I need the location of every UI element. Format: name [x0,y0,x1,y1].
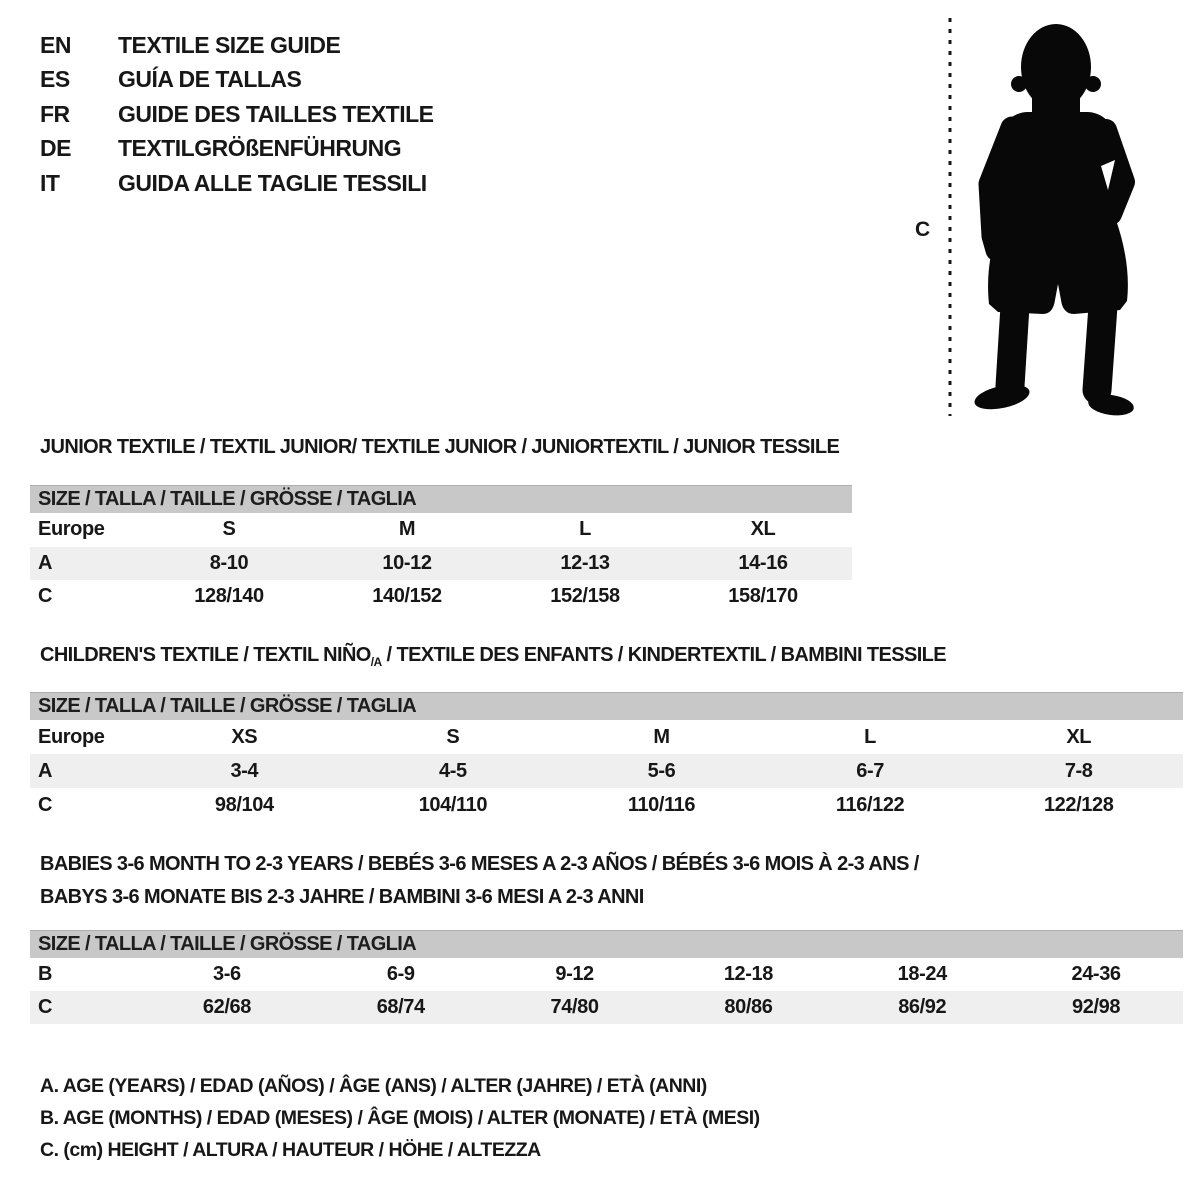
row-label: C [38,996,53,1018]
children-title-part2: / TEXTILE DES ENFANTS / KINDERTEXTIL / BAMBINI TESSILE [381,644,947,666]
babies-row-months [30,958,1183,991]
value-cell: 68/74 [376,996,425,1018]
lang-label-en: TEXTILE SIZE GUIDE [118,31,341,58]
row-label: B [38,963,53,985]
value-cell: XS [231,725,258,748]
children-section-title [40,644,946,669]
lang-code-en: EN [40,31,71,58]
value-cell: 98/104 [214,793,274,816]
value-cell: 10-12 [382,551,432,574]
value-cell: 6-9 [386,963,415,985]
value-cell: 152/158 [550,585,620,608]
junior-row-europe [30,513,852,547]
row-label: Europe [38,518,105,541]
toddler-silhouette [940,14,1145,422]
junior-section-title: JUNIOR TEXTILE / TEXTIL JUNIOR/ TEXTILE JUNIOR / JUNIORTEXTIL / JUNIOR TESSILE [40,436,840,458]
children-row-height [30,788,1183,822]
lang-code-es: ES [40,66,70,93]
value-cell: 14-16 [738,551,788,574]
children-size-table [30,692,1183,822]
junior-row-age [30,547,852,581]
children-size-header-bar: SIZE / TALLA / TAILLE / GRÖSSE / TAGLIA [30,692,1183,720]
lang-label-de: TEXTILGRÖßENFÜHRUNG [118,135,402,162]
lang-code-it: IT [40,169,60,196]
value-cell: S [446,725,460,748]
value-cell: 7-8 [1064,759,1093,782]
lang-code-de: DE [40,135,71,162]
value-cell: 24-36 [1071,963,1121,985]
height-measure-label: C [915,218,931,241]
babies-title-line2: BABYS 3-6 MONATE BIS 2-3 JAHRE / BAMBINI 3-6 MESI A 2-3 ANNI [40,886,644,908]
value-cell: XL [1066,725,1092,748]
babies-size-table [30,930,1183,1024]
legend-line-c: C. (cm) HEIGHT / ALTURA / HAUTEUR / HÖHE / ALTEZZA [40,1139,541,1161]
lang-label-fr: GUIDE DES TAILLES TEXTILE [118,100,434,127]
lang-row-it [40,166,434,201]
lang-code-fr: FR [40,100,70,127]
children-row-age [30,754,1183,788]
value-cell: 140/152 [372,585,442,608]
row-label: Europe [38,725,105,748]
value-cell: 9-12 [555,963,594,985]
value-cell: 12-18 [723,963,773,985]
lang-label-es: GUÍA DE TALLAS [118,66,302,93]
value-cell: M [398,518,416,541]
value-cell: 116/122 [835,793,905,816]
children-title-part1: CHILDREN'S TEXTILE / TEXTIL NIÑO [40,644,371,666]
babies-row-height [30,991,1183,1024]
value-cell: 62/68 [202,996,251,1018]
junior-row-height [30,580,852,614]
value-cell: 74/80 [550,996,599,1018]
junior-size-header-bar: SIZE / TALLA / TAILLE / GRÖSSE / TAGLIA [30,485,852,513]
value-cell: 80/86 [724,996,773,1018]
lang-row-es [40,63,434,98]
value-cell: 122/128 [1043,793,1114,816]
value-cell: 110/116 [627,793,696,816]
children-title-sub: /A [370,655,382,669]
row-label: A [38,759,53,782]
value-cell: 86/92 [898,996,947,1018]
lang-row-de [40,132,434,167]
value-cell: 8-10 [209,551,249,574]
value-cell: S [222,518,236,541]
measurement-legend [40,1070,760,1166]
value-cell: 6-7 [856,759,884,782]
lang-label-it: GUIDA ALLE TAGLIE TESSILI [118,169,427,196]
lang-row-fr [40,97,434,132]
babies-size-header-bar: SIZE / TALLA / TAILLE / GRÖSSE / TAGLIA [30,930,1183,958]
value-cell: M [653,725,670,748]
value-cell: 158/170 [728,585,798,608]
value-cell: XL [750,518,776,541]
children-row-europe [30,720,1183,754]
row-label: C [38,585,53,608]
row-label: A [38,551,53,574]
legend-line-a: A. AGE (YEARS) / EDAD (AÑOS) / ÂGE (ANS) / ALTER (JAHRE) / ETÀ (ANNI) [40,1075,707,1097]
language-title-block [40,28,434,201]
value-cell: 3-4 [230,759,259,782]
value-cell: 104/110 [418,793,488,816]
legend-line-b: B. AGE (MONTHS) / EDAD (MESES) / ÂGE (MOIS) / ALTER (MONATE) / ETÀ (MESI) [40,1107,760,1129]
junior-size-table [30,485,852,614]
value-cell: 18-24 [897,963,947,985]
babies-section-title [40,848,919,914]
value-cell: 92/98 [1072,996,1121,1018]
lang-row-en [40,28,434,63]
value-cell: 128/140 [194,585,264,608]
value-cell: 4-5 [439,759,467,782]
row-label: C [38,793,53,816]
value-cell: L [579,518,591,541]
value-cell: 12-13 [560,551,610,574]
babies-title-line1: BABIES 3-6 MONTH TO 2-3 YEARS / BEBÉS 3-6 MESES A 2-3 AÑOS / BÉBÉS 3-6 MOIS À 2-3 ANS / [40,853,919,875]
value-cell: 3-6 [213,963,241,985]
value-cell: 5-6 [647,759,676,782]
value-cell: L [864,725,876,748]
